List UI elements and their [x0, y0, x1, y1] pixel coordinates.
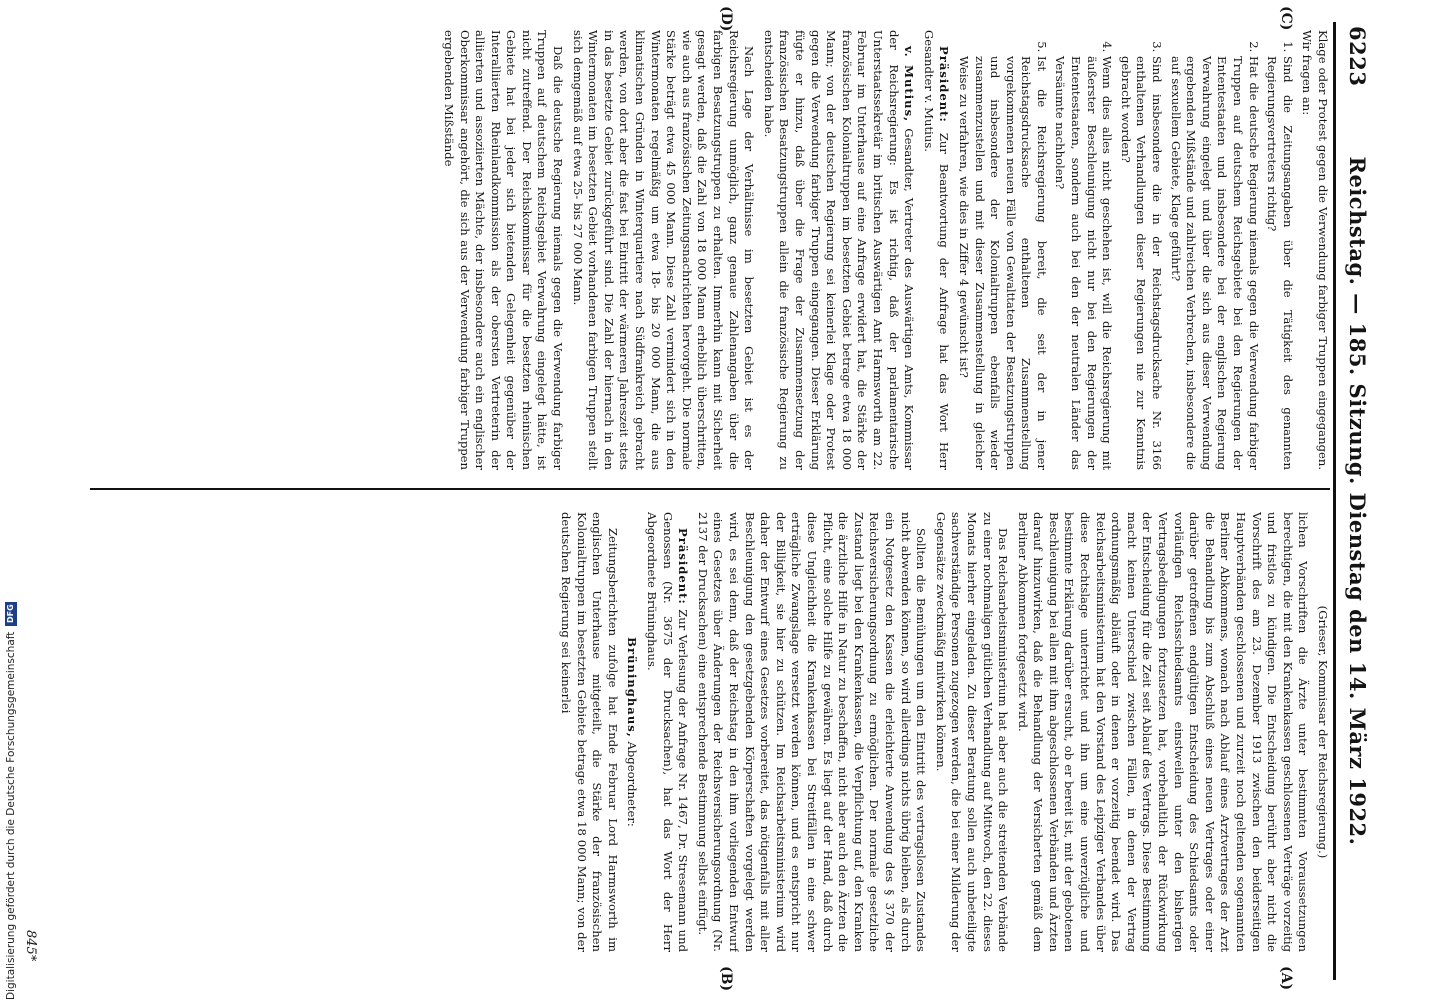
- margin-letter-c: (C): [1278, 6, 1294, 31]
- speech-text: Zeitungsberichten zufolge hat Ende Februar Lord Harmsworth im englischen Unterhause mitgeteilt, die Stärke der französischen Kolonialtruppen im besetzten Gebiete betrage etwa 18 000 Mann; von der deutschen Regierung sei keinerlei: [559, 512, 620, 952]
- paragraph: Sollten die Bemühungen um den Eintritt des vertragslosen Zustandes nicht abwenden können, so wird allerdings nichts übrig bleiben, als durch ein Notgesetz den Kassen die erleichterte Anwendung des § 370 der Reichsversicherungsordnung zu ermöglichen. Der normale gesetzliche Zustand liegt bei den Krankenkassen, die Verpflichtung auf, den Kranken die ärztliche Hilfe in Natur zu beschaffen, nicht aber auch den Ärzten die Pflicht, eine solche Hilfe zu gewähren. Es liegt auf der Hand, daß durch diese Ungleichheit die Krankenkassen bei Streitfällen in eine schwer erträgliche Zwangslage versetzt werden können, und es entspricht nur der Billigkeit, sie hier zu schützen. Im Reichsarbeitsministerium wird daher der Entwurf eines Gesetzes vorbereitet, das nötigenfalls mit aller Beschleunigung den gesetzgebenden Körperschaften vorgelegt werden wird, es sei denn, daß der Reichstag in den ihm vorliegenden Entwurf eines Gesetzes über Änderungen der Reichsversicherungsordnung (Nr. 2137 der Drucksachen) eine entsprechende Bestimmung selbst einfügt.: [695, 512, 929, 952]
- dfg-logo-icon: DFG: [5, 602, 17, 626]
- paragraph: Das Reichsarbeitsministerium hat aber auch die streitenden Verbände zu einer nochmaligen gütlichen Verhandlung auf Mittwoch, den 22. dieses Monats hierher eingeladen. Zu dieser Beratung sollen auch unbeteiligte sachverständige Personen zugezogen werden, die bei einer Milderung der Gegensätze zweckmäßig mitwirken können.: [933, 512, 1011, 952]
- page-header: [1333, 22, 1376, 980]
- question-item: 1. Sind die Zeitungsangaben über die Tätigkeit des genannten Regierungsvertreters richtig?: [1264, 56, 1295, 470]
- mutius-statement: [760, 30, 916, 470]
- speaker-name: Brüninghaus,: [625, 637, 640, 738]
- speaker-note: (Grieser, Kommissar der Reichsregierung.): [1316, 605, 1330, 859]
- question-item: 3. Sind insbesondere die in der Reichstagsdrucksache Nr. 3166 enthaltenen Verhandlungen dieser Regierungen nie zur Kenntnis gebracht worden?: [1117, 56, 1164, 470]
- paragraph: Daß die deutsche Regierung niemals gegen die Verwendung farbiger Truppen auf deutschem Reichsgebiet Verwahrung eingelegt hätte, ist nicht zutreffend. Der Reichskommissar für die besetzten rheinischen Gebiete hat bei jeder sich bietenden Gelegenheit gegenüber der Interalliierten Rheinlandkommission als der obersten Vertreterin der alliierten und assoziierten Mächte, der insbesondere auch ein englischer Oberkommissar angehört, die sich aus der Verwendung farbiger Truppen ergebenden Mißstände: [441, 30, 566, 470]
- paragraph: Nach Lage der Verhältnisse im besetzten Gebiet ist es der Reichsregierung unmöglich, ganz genaue Zahlenangaben über die farbigen Besatzungstruppen zu erhalten. Immerhin kann mit Sicherheit gesagt werden, daß die Zahl von 18 000 Mann erheblich überschritten, wie auch aus französischen Zeitungsnachrichten hervorgeht. Die normale Stärke beträgt etwa 45 000 Mann. Diese Zahl vermindert sich in den Wintermonaten regelmäßig um etwa 18- bis 20 000 Mann, die aus klimatischen Gründen in Winterquartiere nach Südfrankreich gebracht werden, von dort aber die fast bei Eintritt der wärmeren Jahreszeit stets in das besetzte Gebiet zurückgeführt sind. Die Zahl der hiernach in den Wintermonaten im besetzten Gebiet vorhandenen farbigen Truppen stellt sich demgemäß auf etwa 25- bis 27 000 Mann.: [570, 30, 757, 470]
- left-column: [150, 30, 1330, 470]
- credit-text: Digitalisierung gefördert durch die Deutsche Forschungsgemeinschaft: [5, 631, 17, 1000]
- footer-page-number: 845*: [23, 930, 38, 962]
- margin-letter-b: (B): [718, 966, 734, 992]
- question-item: 4. Wenn dies alles nicht geschehen ist, will die Reichsregierung mit äußerster Beschleunigung nicht nur bei den Regierungen der Ententestaaten, sondern auch bei den der neutralen Länder das Versäumte nachholen?: [1052, 56, 1114, 470]
- margin-letter-d: (D): [718, 6, 734, 32]
- question-list: [955, 30, 1294, 470]
- digitization-credit: [3, 0, 19, 1000]
- speaker-name: Präsident:: [676, 528, 691, 605]
- running-title: Reichstag. — 185. Sitzung. Dienstag den 14. März 1922.: [1345, 156, 1370, 846]
- speaker-role: Abgeordneter:: [625, 741, 640, 827]
- speech-text: Zur Beantwortung der Anfrage hat das Wort Herr Gesandter v. Mutius.: [921, 30, 952, 470]
- margin-letter-a: (A): [1278, 966, 1294, 991]
- page-number: 6223: [1345, 26, 1370, 87]
- paragraph: lichen Vorschriften die Ärzte unter bestimmten Voraussetzungen berechtigen, die mit den Krankenkassen geschlossenen Verträge vorzeitig und fristlos zu kündigen. Die Entscheidung berührt aber nicht die Vorschrift des am 23. Dezember 1913 zwischen den beiderseitigen Hauptverbänden geschlossenen und zurzeit noch geltenden sogenannten Berliner Abkommens, wonach nach Ablauf eines Arztvertrages der Arzt die Behandlung bis zum Abschluß eines neuen Vertrages oder einer darüber getroffenen endgültigen Entscheidung des Schiedsamts oder vorläufigen Reichsschiedsamts einstweilen unter den bisherigen Vertragsbedingungen fortzusetzen hat, vorbehaltlich der Rückwirkung der Entscheidung für die Zeit seit Ablauf des Vertrags. Diese Bestimmung macht keinen Unterschied zwischen Fällen, in denen der Vertrag ordnungsmäßig abläuft oder in denen er vorzeitig beendet wird. Das Reichsarbeitsministerium hat den Vorstand des Leipziger Verbandes über diese Rechtslage unterrichtet und ihn um eine unverzügliche und bestimmte Erklärung darüber ersucht, ob er bereit ist, mit der gebotenen Beschleunigung bei allen mit ihm abgeschlossenen Verbänden und Ärzten darauf hinzuwirken, daß die Behandlung der Versicherten gemäß dem Berliner Abkommen fortgesetzt wird.: [1015, 512, 1311, 952]
- president-statement: [920, 30, 951, 470]
- question-item: 5. Ist die Reichsregierung bereit, die seit der in jener Reichstagsdrucksache enthaltenen Zusammenstellung vorgekommenen neuen Fälle von Gewalttaten der Besatzungstruppen und insbesondere der Kolonialtruppen ebenfalls wieder zusammenzustellen und mit dieser Zusammenstellung in gleicher Weise zu verfahren, wie dies in Ziffer 4 gewünscht ist?: [955, 56, 1049, 470]
- paragraph: Klage oder Protest gegen die Verwendung farbiger Truppen eingegangen. Wir fragen an:: [1300, 30, 1330, 470]
- speaker-name: v. Mutius,: [902, 46, 917, 123]
- president-statement: [643, 512, 690, 952]
- speaker-name: Präsident:: [937, 46, 952, 123]
- bruening-heading: [624, 512, 640, 952]
- right-column: [150, 512, 1330, 952]
- question-item: 2. Hat die deutsche Regierung niemals gegen die Verwendung farbiger Truppen auf deutschem Reichsgebiete bei den Regierungen der Ententestaaten und insbesondere bei der englischen Regierung Verwahrung eingelegt und über die sich aus dieser Verwendung ergebenden Mißstände und zahlreichen Verbrechen, insbesondere die auf sexuellem Gebiete, Klage geführt?: [1167, 56, 1261, 470]
- speech-text: Gesandter, Vertreter des Auswärtigen Amts, Kommissar der Reichsregierung: Es ist richtig, daß der parlamentarische Unterstaatssekretär im britischen Auswärtigen Amt Harmsworth am 22. Februar im Unterhause auf eine Anfrage erwidert hat, die Stärke der französischen Kolonialtruppen im besetzten Gebiet betrage etwa 18 000 Mann; von der deutschen Regierung sei keinerlei Klage oder Protest gegen die Verwendung farbiger Truppen eingegangen. Dieser Erklärung fügte er hinzu, daß über die Frage der Zusammensetzung der französischen Besatzungstruppen allein die französische Regierung zu entscheiden habe.: [761, 30, 917, 470]
- column-divider: [90, 488, 1330, 490]
- speech-text: Zur Verlesung der Anfrage Nr. 1467, Dr. Stresemann und Genossen (Nr. 3675 der Drucksachen), hat das Wort der Herr Abgeordnete Brüninghaus.: [645, 512, 691, 952]
